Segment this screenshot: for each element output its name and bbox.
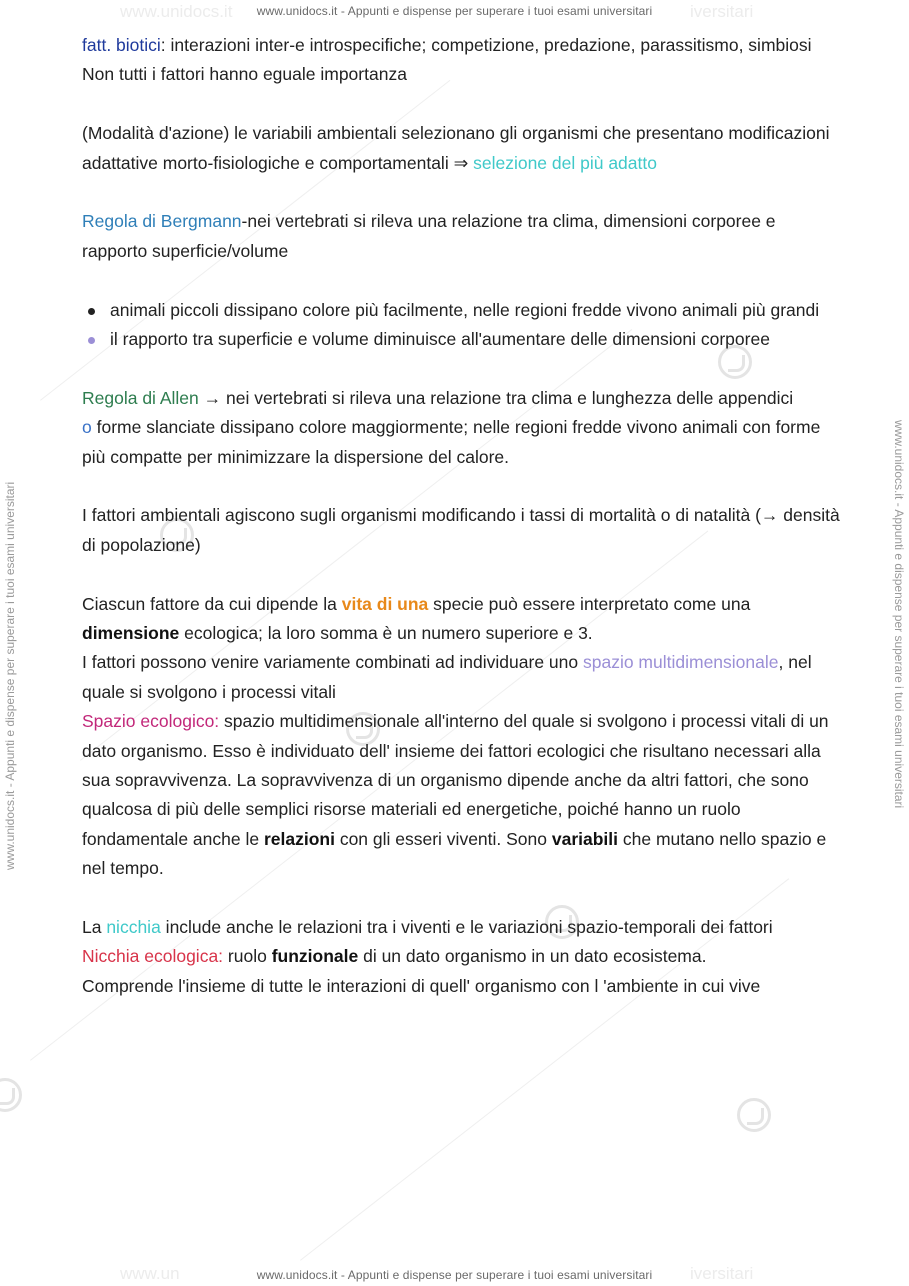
list-item <box>82 296 842 325</box>
watermark-logo-icon <box>737 1098 771 1132</box>
paragraph-multidimensional <box>82 648 842 707</box>
list-item-text: animali piccoli dissipano colore più facilmente, nelle regioni fredde vivono animali più grandi <box>110 299 820 320</box>
paragraph-niche <box>82 913 842 942</box>
paragraph-text: forme slanciate dissipano colore maggiormente; nelle regioni fredde vivono animali con forme più compatte per minimizzare la dispersione del calore. <box>82 417 821 467</box>
bold-dimension: dimensione <box>82 623 180 644</box>
paragraph-text: Ciascun fattore da cui dipende la <box>82 593 342 614</box>
paragraph-text: , nel quale si svolgono i processi vitali <box>82 652 812 702</box>
highlight-ecological-niche: Nicchia ecologica: <box>82 946 224 967</box>
paragraph-text: ecologica; la loro somma è un numero superiore e 3. <box>179 623 593 644</box>
document-body <box>82 31 842 1001</box>
paragraph-mode-of-action <box>82 119 842 178</box>
highlight-ecological-space: Spazio ecologico: <box>82 711 220 732</box>
paragraph-text: (Modalità d'azione) le variabili ambientali selezionano gli organismi che presentano modificazioni adattative morto-fisiologiche e comportamentali ⇒ <box>82 123 830 173</box>
watermark-header: www.unidocs.it - Appunti e dispense per superare i tuoi esami universitari <box>256 4 653 18</box>
paragraph-text: ruolo <box>223 946 272 967</box>
paragraph-text: con gli esseri viventi. Sono <box>334 828 552 849</box>
paragraph-text: I fattori possono venire variamente combinati ad individuare uno <box>82 652 583 673</box>
list-item-text: il rapporto tra superficie e volume diminuisce all'aumentare delle dimensioni corporee <box>110 329 770 350</box>
paragraph-dimension <box>82 590 842 649</box>
paragraph-environmental-factors: I fattori ambientali agiscono sugli organismi modificando i tassi di mortalità o di natalità (→ densità di popolazione) <box>82 505 840 555</box>
paragraph-bergmann <box>82 207 842 266</box>
paragraph-text: che mutano nello spazio e nel tempo. <box>82 828 827 879</box>
watermark-side-right: www.unidocs.it - Appunti e dispense per superare i tuoi esami universitari <box>892 420 906 809</box>
bullet-icon <box>88 337 95 344</box>
paragraph-text: include anche le relazioni tra i viventi e le variazioni spazio-temporali dei fattori <box>160 917 773 938</box>
watermark-footer: www.unidocs.it - Appunti e dispense per superare i tuoi esami universitari <box>256 1268 653 1282</box>
paragraph-text: specie può essere interpretato come una <box>428 593 751 614</box>
paragraph-text: La <box>82 917 107 938</box>
watermark-ghost-top: www.unidocs.it <box>120 2 233 21</box>
paragraph-text: : interazioni inter-e introspecifiche; competizione, predazione, parassitismo, simbiosi <box>160 35 812 55</box>
watermark-ghost-top-right: iversitari <box>690 2 754 21</box>
paragraph-interactions: Comprende l'insieme di tutte le interazioni di quell' organismo con l 'ambiente in cui vive <box>82 975 761 996</box>
watermark-ghost-bottom: www.un <box>120 1264 180 1283</box>
paragraph-ecological-space <box>82 707 842 883</box>
highlight-niche: nicchia <box>106 917 161 938</box>
watermark-logo-icon <box>0 1078 22 1112</box>
highlight-bergmann-rule: Regola di Bergmann <box>82 211 242 232</box>
highlight-allen-rule: Regola di Allen <box>82 387 199 408</box>
watermark-side-left: www.unidocs.it - Appunti e dispense per superare i tuoi esami universitari <box>3 481 17 870</box>
paragraph-text: di un dato organismo in un dato ecosistema. <box>358 946 707 967</box>
paragraph-text: spazio multidimensionale all'interno del quale si svolgono i processi vitali di un dato organismo. Esso è individuato dell' insieme dei fattori ecologici che risultano necessari alla sua sopravvivenza. La sopravvivenza di un organismo dipende anche da altri fattori, che sono qualcosa di più delle semplici risorse materiali ed energetiche, poiché hanno un ruolo fondamentale anche le <box>82 711 829 849</box>
paragraph-ecological-niche <box>82 942 842 971</box>
highlight-life: vita di una <box>341 593 429 614</box>
highlight-multidimensional-space: spazio multidimensionale <box>582 652 779 673</box>
paragraph-text: -nei vertebrati si rileva una relazione tra clima, dimensioni corporee e rapporto superficie/volume <box>82 211 776 261</box>
bold-functional: funzionale <box>271 946 359 967</box>
list-item <box>82 325 842 354</box>
bold-relations: relazioni <box>263 828 335 849</box>
bullet-icon <box>88 308 95 315</box>
paragraph-text: → nei vertebrati si rileva una relazione tra clima e lunghezza delle appendici <box>198 387 794 408</box>
bold-variables: variabili <box>551 828 619 849</box>
paragraph-allen <box>82 384 842 413</box>
list-marker: o <box>82 417 92 438</box>
paragraph-allen-detail <box>82 413 842 472</box>
paragraph-importance: Non tutti i fattori hanno eguale importanza <box>82 64 407 85</box>
watermark-ghost-bottom-right: iversitari <box>690 1264 754 1283</box>
highlight-selection: selezione del più adatto <box>473 152 657 173</box>
bullet-list <box>82 296 842 355</box>
paragraph-biotic-factors <box>82 31 842 60</box>
highlight-biotic-factors: fatt. biotici <box>82 35 161 55</box>
